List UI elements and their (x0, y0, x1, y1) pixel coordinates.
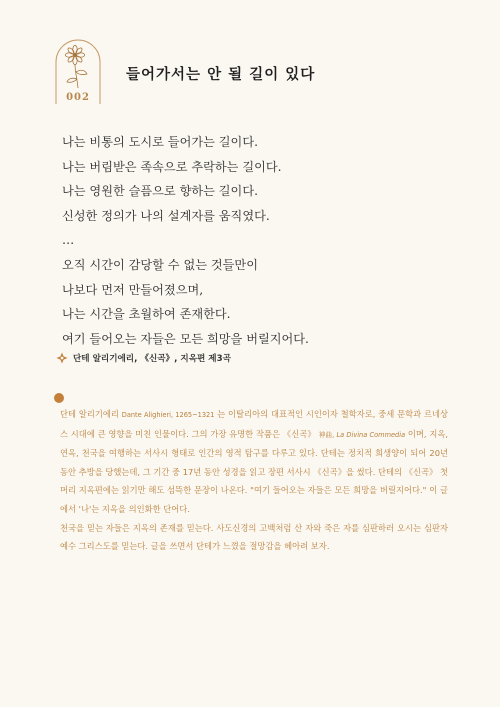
chapter-emblem (54, 38, 102, 106)
latin-title: La Divina Commedia (336, 430, 406, 439)
poem-line: 나는 버림받은 족속으로 추락하는 길이다. (62, 159, 282, 174)
latin-name: Dante Alighieri, 1265~1321 (121, 411, 215, 419)
commentary-paragraph-1 (60, 405, 448, 519)
poem-line: 나보다 먼저 만들어졌으며, (62, 282, 204, 297)
commentary-text: 는 이탈리아의 대표적인 시인이자 철학자로, 중세 문학과 르네상스 시대에 큰 영향을 미친 인물이다. 그의 가장 유명한 작품은 《신곡》 (60, 409, 448, 439)
poem-line: 신성한 정의가 나의 설계자를 움직였다. (62, 208, 270, 223)
poem-ellipsis: … (62, 233, 75, 248)
commentary-text: 이며, 지옥, 연옥, 천국을 여행하는 서사시 형태로 인간의 영적 탐구를 다루고 있다. 단테는 정치적 희생양이 되어 20년 동안 추방을 당했는데, 그 기간 중 17년 동안 성경을 읽고 장편 서사시 《신곡》을 썼다. 단테의 《신곡》 첫머리 지옥편에는 읽기만 해도 섬뜩한 문장이 나온다. "여기 들어오는 자들은 모든 희망을 버릴지어다." 이 글에서 '나'는 지옥을 의인화한 단어다. (60, 428, 449, 514)
poem-line: 나는 시간을 초월하여 존재한다. (62, 307, 231, 322)
source-text: 단테 알리기에리, 《신곡》, 지옥편 제3곡 (73, 354, 231, 364)
diamond-flower-icon (56, 352, 68, 364)
commentary-paragraph-2: 천국을 믿는 자들은 지옥의 존재를 믿는다. 사도신경의 고백처럼 산 자와 죽은 자를 심판하러 오시는 심판자 예수 그리스도를 믿는다. 글을 쓰면서 단테가 느꼈을 절망감을 헤아려 보자. (60, 522, 448, 552)
hanja-title: 神曲 (318, 430, 333, 439)
source-citation (56, 352, 231, 364)
commentary-text: 단테 알리기에리 (60, 409, 122, 419)
poem-block (62, 130, 462, 351)
chapter-number: 002 (66, 92, 90, 103)
chapter-title: 들어가서는 안 될 길이 있다 (126, 67, 316, 83)
commentary-text: , (332, 430, 337, 439)
poem-line: 여기 들어오는 자들은 모든 희망을 버릴지어다. (62, 331, 309, 346)
poem-line: 나는 영원한 슬픔으로 향하는 길이다. (62, 184, 258, 199)
section-bullet (54, 393, 64, 403)
poem-line: 나는 비통의 도시로 들어가는 길이다. (62, 135, 258, 149)
poem-line: 오직 시간이 감당할 수 없는 것들만이 (62, 257, 258, 272)
commentary (60, 405, 448, 556)
